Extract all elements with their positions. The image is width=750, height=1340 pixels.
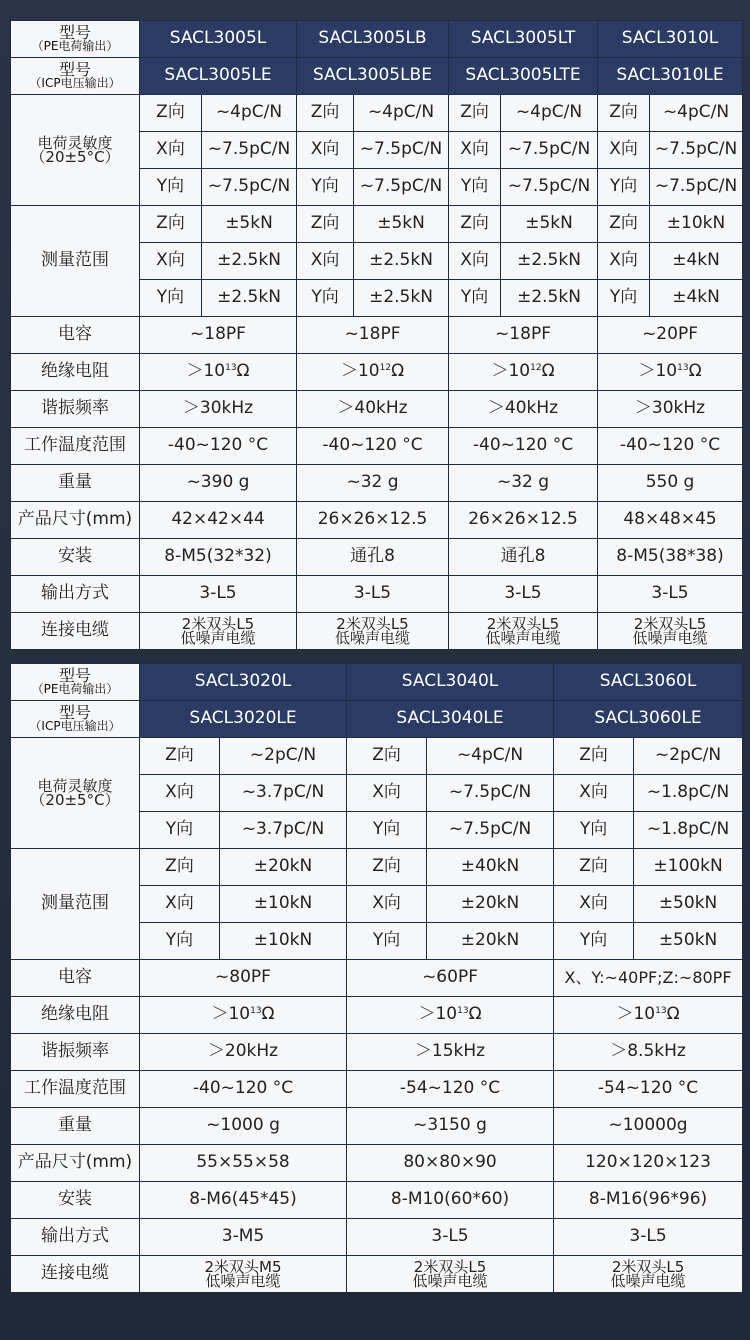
- axis-label: Z向: [449, 95, 501, 132]
- axis-label: Y向: [140, 280, 202, 317]
- axis-label: Y向: [297, 169, 354, 206]
- cell-value: ~7.5pC/N: [650, 132, 743, 169]
- cell-value: 48×48×45: [598, 502, 743, 539]
- cell-value: X、Y:~40PF;Z:~80PF: [554, 960, 743, 997]
- cell-value: ~32 g: [297, 465, 449, 502]
- axis-label: Z向: [449, 206, 501, 243]
- axis-label: X向: [554, 886, 634, 923]
- row-label: 产品尺寸(mm): [11, 1145, 140, 1182]
- spec-table-1: [10, 20, 743, 650]
- table-row: [11, 576, 743, 613]
- cell-value: 8-M5(32*32): [140, 539, 297, 576]
- cell-value: ~2pC/N: [220, 738, 347, 775]
- axis-label: X向: [554, 775, 634, 812]
- cell-value: ±5kN: [501, 206, 598, 243]
- model-icp-label: 型号 （ICP电压输出）: [11, 58, 140, 95]
- model-name: SACL3005LTE: [449, 58, 598, 95]
- cell-value: 120×120×123: [554, 1145, 743, 1182]
- cell-value: 80×80×90: [347, 1145, 554, 1182]
- table-row: [11, 539, 743, 576]
- model-name: SACL3040LE: [347, 701, 554, 738]
- cell-value: ±2.5kN: [202, 243, 297, 280]
- cell-value: ~4pC/N: [427, 738, 554, 775]
- cell-value: ~3150 g: [347, 1108, 554, 1145]
- table-row: [11, 1034, 743, 1071]
- axis-label: Z向: [140, 95, 202, 132]
- axis-label: Y向: [347, 812, 427, 849]
- axis-label: Y向: [140, 812, 220, 849]
- cell-value: 8-M16(96*96): [554, 1182, 743, 1219]
- axis-label: Z向: [554, 849, 634, 886]
- cell-value: 通孔8: [449, 539, 598, 576]
- table-row: [11, 849, 743, 886]
- cell-value: ~7.5pC/N: [202, 169, 297, 206]
- cell-value: 2米双头L5 低噪声电缆: [554, 1256, 743, 1293]
- model-icp-label: 型号 （ICP电压输出）: [11, 701, 140, 738]
- cell-value: ~7.5pC/N: [427, 775, 554, 812]
- row-label: 电容: [11, 960, 140, 997]
- row-label: 电容: [11, 317, 140, 354]
- model-pe-label: 型号 （PE电荷输出）: [11, 664, 140, 701]
- table-row: [11, 502, 743, 539]
- cell-value: ~7.5pC/N: [354, 132, 449, 169]
- cell-value: ~7.5pC/N: [650, 169, 743, 206]
- cell-value: ~390 g: [140, 465, 297, 502]
- row-label: 输出方式: [11, 1219, 140, 1256]
- cell-value: -54~120 °C: [347, 1071, 554, 1108]
- cell-value: -40~120 °C: [598, 428, 743, 465]
- cell-value: ~4pC/N: [202, 95, 297, 132]
- axis-label: Y向: [598, 169, 650, 206]
- row-label: 重量: [11, 465, 140, 502]
- header-row-pe: [11, 664, 743, 701]
- table-row: [11, 1071, 743, 1108]
- axis-label: Z向: [297, 206, 354, 243]
- model-name: SACL3010LE: [598, 58, 743, 95]
- row-label: 工作温度范围: [11, 1071, 140, 1108]
- cell-value: ±10kN: [220, 923, 347, 960]
- cell-value: 8-M6(45*45): [140, 1182, 347, 1219]
- axis-label: Y向: [554, 923, 634, 960]
- cell-value: ~80PF: [140, 960, 347, 997]
- cell-value: 2米双头M5 低噪声电缆: [140, 1256, 347, 1293]
- cell-value: ~32 g: [449, 465, 598, 502]
- cell-value: 26×26×12.5: [449, 502, 598, 539]
- cell-value: $>10^{13}\Omega$: [598, 354, 743, 391]
- cell-value: 3-L5: [554, 1219, 743, 1256]
- cell-value: ~1.8pC/N: [634, 775, 743, 812]
- sensitivity-label: 电荷灵敏度 （20±5°C）: [11, 95, 140, 206]
- cell-value: ±2.5kN: [501, 280, 598, 317]
- header-row-pe: [11, 21, 743, 58]
- table-row: [11, 613, 743, 650]
- table-row: [11, 1256, 743, 1293]
- cell-value: ±50kN: [634, 886, 743, 923]
- axis-label: X向: [140, 243, 202, 280]
- cell-value: $>10^{12}\Omega$: [297, 354, 449, 391]
- cell-value: 2米双头L5 低噪声电缆: [140, 613, 297, 650]
- axis-label: X向: [449, 132, 501, 169]
- cell-value: ＞15kHz: [347, 1034, 554, 1071]
- cell-value: ~18PF: [140, 317, 297, 354]
- cell-value: ±4kN: [650, 243, 743, 280]
- cell-value: 26×26×12.5: [297, 502, 449, 539]
- axis-label: Z向: [347, 738, 427, 775]
- cell-value: ~10000g: [554, 1108, 743, 1145]
- cell-value: -40~120 °C: [449, 428, 598, 465]
- table-row: [11, 317, 743, 354]
- row-label: 产品尺寸(mm): [11, 502, 140, 539]
- cell-value: -40~120 °C: [140, 428, 297, 465]
- cell-value: 通孔8: [297, 539, 449, 576]
- cell-value: 3-M5: [140, 1219, 347, 1256]
- axis-label: Y向: [598, 280, 650, 317]
- cell-value: ＞40kHz: [449, 391, 598, 428]
- axis-label: Z向: [598, 206, 650, 243]
- row-label: 谐振频率: [11, 391, 140, 428]
- cell-value: ±100kN: [634, 849, 743, 886]
- cell-value: 2米双头L5 低噪声电缆: [598, 613, 743, 650]
- axis-label: Z向: [297, 95, 354, 132]
- model-name: SACL3040L: [347, 664, 554, 701]
- cell-value: ＞8.5kHz: [554, 1034, 743, 1071]
- cell-value: $>10^{13}\Omega$: [140, 354, 297, 391]
- cell-value: 3-L5: [140, 576, 297, 613]
- cell-value: ±5kN: [202, 206, 297, 243]
- row-label: 安装: [11, 539, 140, 576]
- cell-value: ＞30kHz: [140, 391, 297, 428]
- row-label: 输出方式: [11, 576, 140, 613]
- row-label: 绝缘电阻: [11, 997, 140, 1034]
- cell-value: ＞40kHz: [297, 391, 449, 428]
- cell-value: ~7.5pC/N: [501, 169, 598, 206]
- spec-table-2: [10, 663, 743, 1293]
- sensitivity-label: 电荷灵敏度 （20±5°C）: [11, 738, 140, 849]
- cell-value: ~3.7pC/N: [220, 812, 347, 849]
- model-name: SACL3005LBE: [297, 58, 449, 95]
- cell-value: ±10kN: [220, 886, 347, 923]
- cell-value: ±5kN: [354, 206, 449, 243]
- table-row: [11, 738, 743, 775]
- model-name: SACL3020L: [140, 664, 347, 701]
- row-label: 重量: [11, 1108, 140, 1145]
- row-label: 安装: [11, 1182, 140, 1219]
- cell-value: ~1000 g: [140, 1108, 347, 1145]
- range-label: 测量范围: [11, 849, 140, 960]
- cell-value: ~18PF: [449, 317, 598, 354]
- axis-label: Y向: [140, 169, 202, 206]
- model-name: SACL3060L: [554, 664, 743, 701]
- cell-value: ~3.7pC/N: [220, 775, 347, 812]
- cell-value: $>10^{12}\Omega$: [449, 354, 598, 391]
- cell-value: 3-L5: [347, 1219, 554, 1256]
- axis-label: Y向: [297, 280, 354, 317]
- model-name: SACL3060LE: [554, 701, 743, 738]
- axis-label: Y向: [449, 169, 501, 206]
- model-name: SACL3005LB: [297, 21, 449, 58]
- cell-value: $>10^{13}\Omega$: [140, 997, 347, 1034]
- cell-value: -40~120 °C: [297, 428, 449, 465]
- cell-value: ~4pC/N: [354, 95, 449, 132]
- cell-value: ~20PF: [598, 317, 743, 354]
- cell-value: 3-L5: [598, 576, 743, 613]
- cell-value: $>10^{13}\Omega$: [554, 997, 743, 1034]
- model-name: SACL3005L: [140, 21, 297, 58]
- axis-label: Z向: [598, 95, 650, 132]
- cell-value: -54~120 °C: [554, 1071, 743, 1108]
- cell-value: ~60PF: [347, 960, 554, 997]
- cell-value: ±2.5kN: [354, 243, 449, 280]
- axis-label: X向: [297, 132, 354, 169]
- cell-value: 550 g: [598, 465, 743, 502]
- axis-label: Z向: [554, 738, 634, 775]
- cell-value: ±2.5kN: [354, 280, 449, 317]
- cell-value: 2米双头L5 低噪声电缆: [297, 613, 449, 650]
- table-row: [11, 1145, 743, 1182]
- axis-label: Z向: [347, 849, 427, 886]
- axis-label: X向: [297, 243, 354, 280]
- table-row: [11, 95, 743, 132]
- cell-value: ~4pC/N: [501, 95, 598, 132]
- cell-value: 55×55×58: [140, 1145, 347, 1182]
- cell-value: ~2pC/N: [634, 738, 743, 775]
- table-row: [11, 997, 743, 1034]
- table-row: [11, 465, 743, 502]
- axis-label: X向: [140, 886, 220, 923]
- row-label: 工作温度范围: [11, 428, 140, 465]
- cell-value: 8-M5(38*38): [598, 539, 743, 576]
- cell-value: ~7.5pC/N: [501, 132, 598, 169]
- cell-value: ±40kN: [427, 849, 554, 886]
- axis-label: X向: [347, 886, 427, 923]
- cell-value: ~7.5pC/N: [354, 169, 449, 206]
- table-row: [11, 1219, 743, 1256]
- table-row: [11, 428, 743, 465]
- cell-value: ~1.8pC/N: [634, 812, 743, 849]
- cell-value: ~18PF: [297, 317, 449, 354]
- table-row: [11, 354, 743, 391]
- cell-value: 42×42×44: [140, 502, 297, 539]
- axis-label: Y向: [449, 280, 501, 317]
- cell-value: ＞20kHz: [140, 1034, 347, 1071]
- cell-value: -40~120 °C: [140, 1071, 347, 1108]
- table-row: [11, 206, 743, 243]
- cell-value: ±10kN: [650, 206, 743, 243]
- cell-value: ~7.5pC/N: [427, 812, 554, 849]
- cell-value: ~7.5pC/N: [202, 132, 297, 169]
- range-label: 测量范围: [11, 206, 140, 317]
- model-name: SACL3005LE: [140, 58, 297, 95]
- header-row-icp: [11, 701, 743, 738]
- cell-value: ±20kN: [427, 886, 554, 923]
- axis-label: X向: [140, 132, 202, 169]
- table-row: [11, 1182, 743, 1219]
- cell-value: ±50kN: [634, 923, 743, 960]
- cell-value: ＞30kHz: [598, 391, 743, 428]
- row-label: 谐振频率: [11, 1034, 140, 1071]
- cell-value: 2米双头L5 低噪声电缆: [449, 613, 598, 650]
- table-row: [11, 960, 743, 997]
- table-row: [11, 391, 743, 428]
- row-label: 绝缘电阻: [11, 354, 140, 391]
- axis-label: X向: [347, 775, 427, 812]
- row-label: 连接电缆: [11, 613, 140, 650]
- axis-label: Z向: [140, 206, 202, 243]
- cell-value: ±4kN: [650, 280, 743, 317]
- cell-value: 8-M10(60*60): [347, 1182, 554, 1219]
- model-name: SACL3005LT: [449, 21, 598, 58]
- cell-value: 3-L5: [449, 576, 598, 613]
- cell-value: ±20kN: [427, 923, 554, 960]
- table-row: [11, 1108, 743, 1145]
- cell-value: 2米双头L5 低噪声电缆: [347, 1256, 554, 1293]
- axis-label: X向: [598, 243, 650, 280]
- cell-value: ±20kN: [220, 849, 347, 886]
- cell-value: ±2.5kN: [501, 243, 598, 280]
- model-name: SACL3020LE: [140, 701, 347, 738]
- cell-value: $>10^{13}\Omega$: [347, 997, 554, 1034]
- axis-label: X向: [449, 243, 501, 280]
- row-label: 连接电缆: [11, 1256, 140, 1293]
- cell-value: 3-L5: [297, 576, 449, 613]
- model-pe-label: 型号 （PE电荷输出）: [11, 21, 140, 58]
- axis-label: Y向: [140, 923, 220, 960]
- axis-label: Z向: [140, 849, 220, 886]
- axis-label: X向: [598, 132, 650, 169]
- model-name: SACL3010L: [598, 21, 743, 58]
- axis-label: Y向: [347, 923, 427, 960]
- header-row-icp: [11, 58, 743, 95]
- axis-label: Y向: [554, 812, 634, 849]
- cell-value: ~4pC/N: [650, 95, 743, 132]
- axis-label: X向: [140, 775, 220, 812]
- cell-value: ±2.5kN: [202, 280, 297, 317]
- axis-label: Z向: [140, 738, 220, 775]
